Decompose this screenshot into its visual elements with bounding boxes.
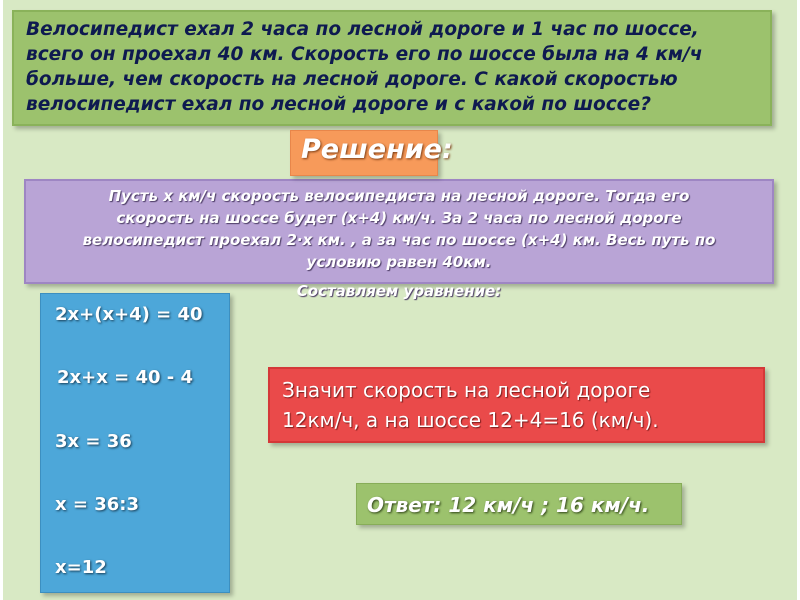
conclusion-box	[268, 367, 765, 443]
explanation-line: велосипедист проехал 2·х км. , а за час по шоссе (х+4) км. Весь путь по	[82, 231, 716, 249]
equations-box	[40, 293, 230, 593]
equation-line: 2х+х = 40 - 4	[57, 367, 194, 388]
conclusion-line: Значит скорость на лесной дороге	[282, 378, 651, 402]
equation-line: х=12	[55, 557, 107, 578]
equation-line: 2х+(х+4) = 40	[55, 304, 203, 325]
explanation-line: условию равен 40км.	[306, 253, 492, 271]
problem-line: больше, чем скорость на лесной дороге. С какой скоростью	[26, 69, 678, 90]
problem-line: Велосипедист ехал 2 часа по лесной дороге и 1 час по шоссе,	[26, 19, 699, 40]
explanation-box	[24, 179, 774, 300]
compose-equation-label: Составляем уравнение:	[296, 282, 502, 300]
conclusion-line: 12км/ч, а на шоссе 12+4=16 (км/ч).	[282, 408, 659, 432]
equation-line: 3х = 36	[55, 431, 132, 452]
problem-line: всего он проехал 40 км. Скорость его по шоссе была на 4 км/ч	[26, 44, 703, 65]
explanation-line: скорость на шоссе будет (х+4) км/ч. За 2 часа по лесной дороге	[116, 209, 682, 227]
explanation-line: Пусть х км/ч скорость велосипедиста на лесной дороге. Тогда его	[108, 187, 690, 205]
problem-line: велосипедист ехал по лесной дороге и с какой по шоссе?	[26, 94, 651, 115]
equation-line: х = 36:3	[55, 494, 139, 515]
solution-title: Решение:	[290, 130, 438, 176]
problem-statement	[12, 10, 772, 126]
answer-box: Ответ: 12 км/ч ; 16 км/ч.	[356, 483, 682, 525]
